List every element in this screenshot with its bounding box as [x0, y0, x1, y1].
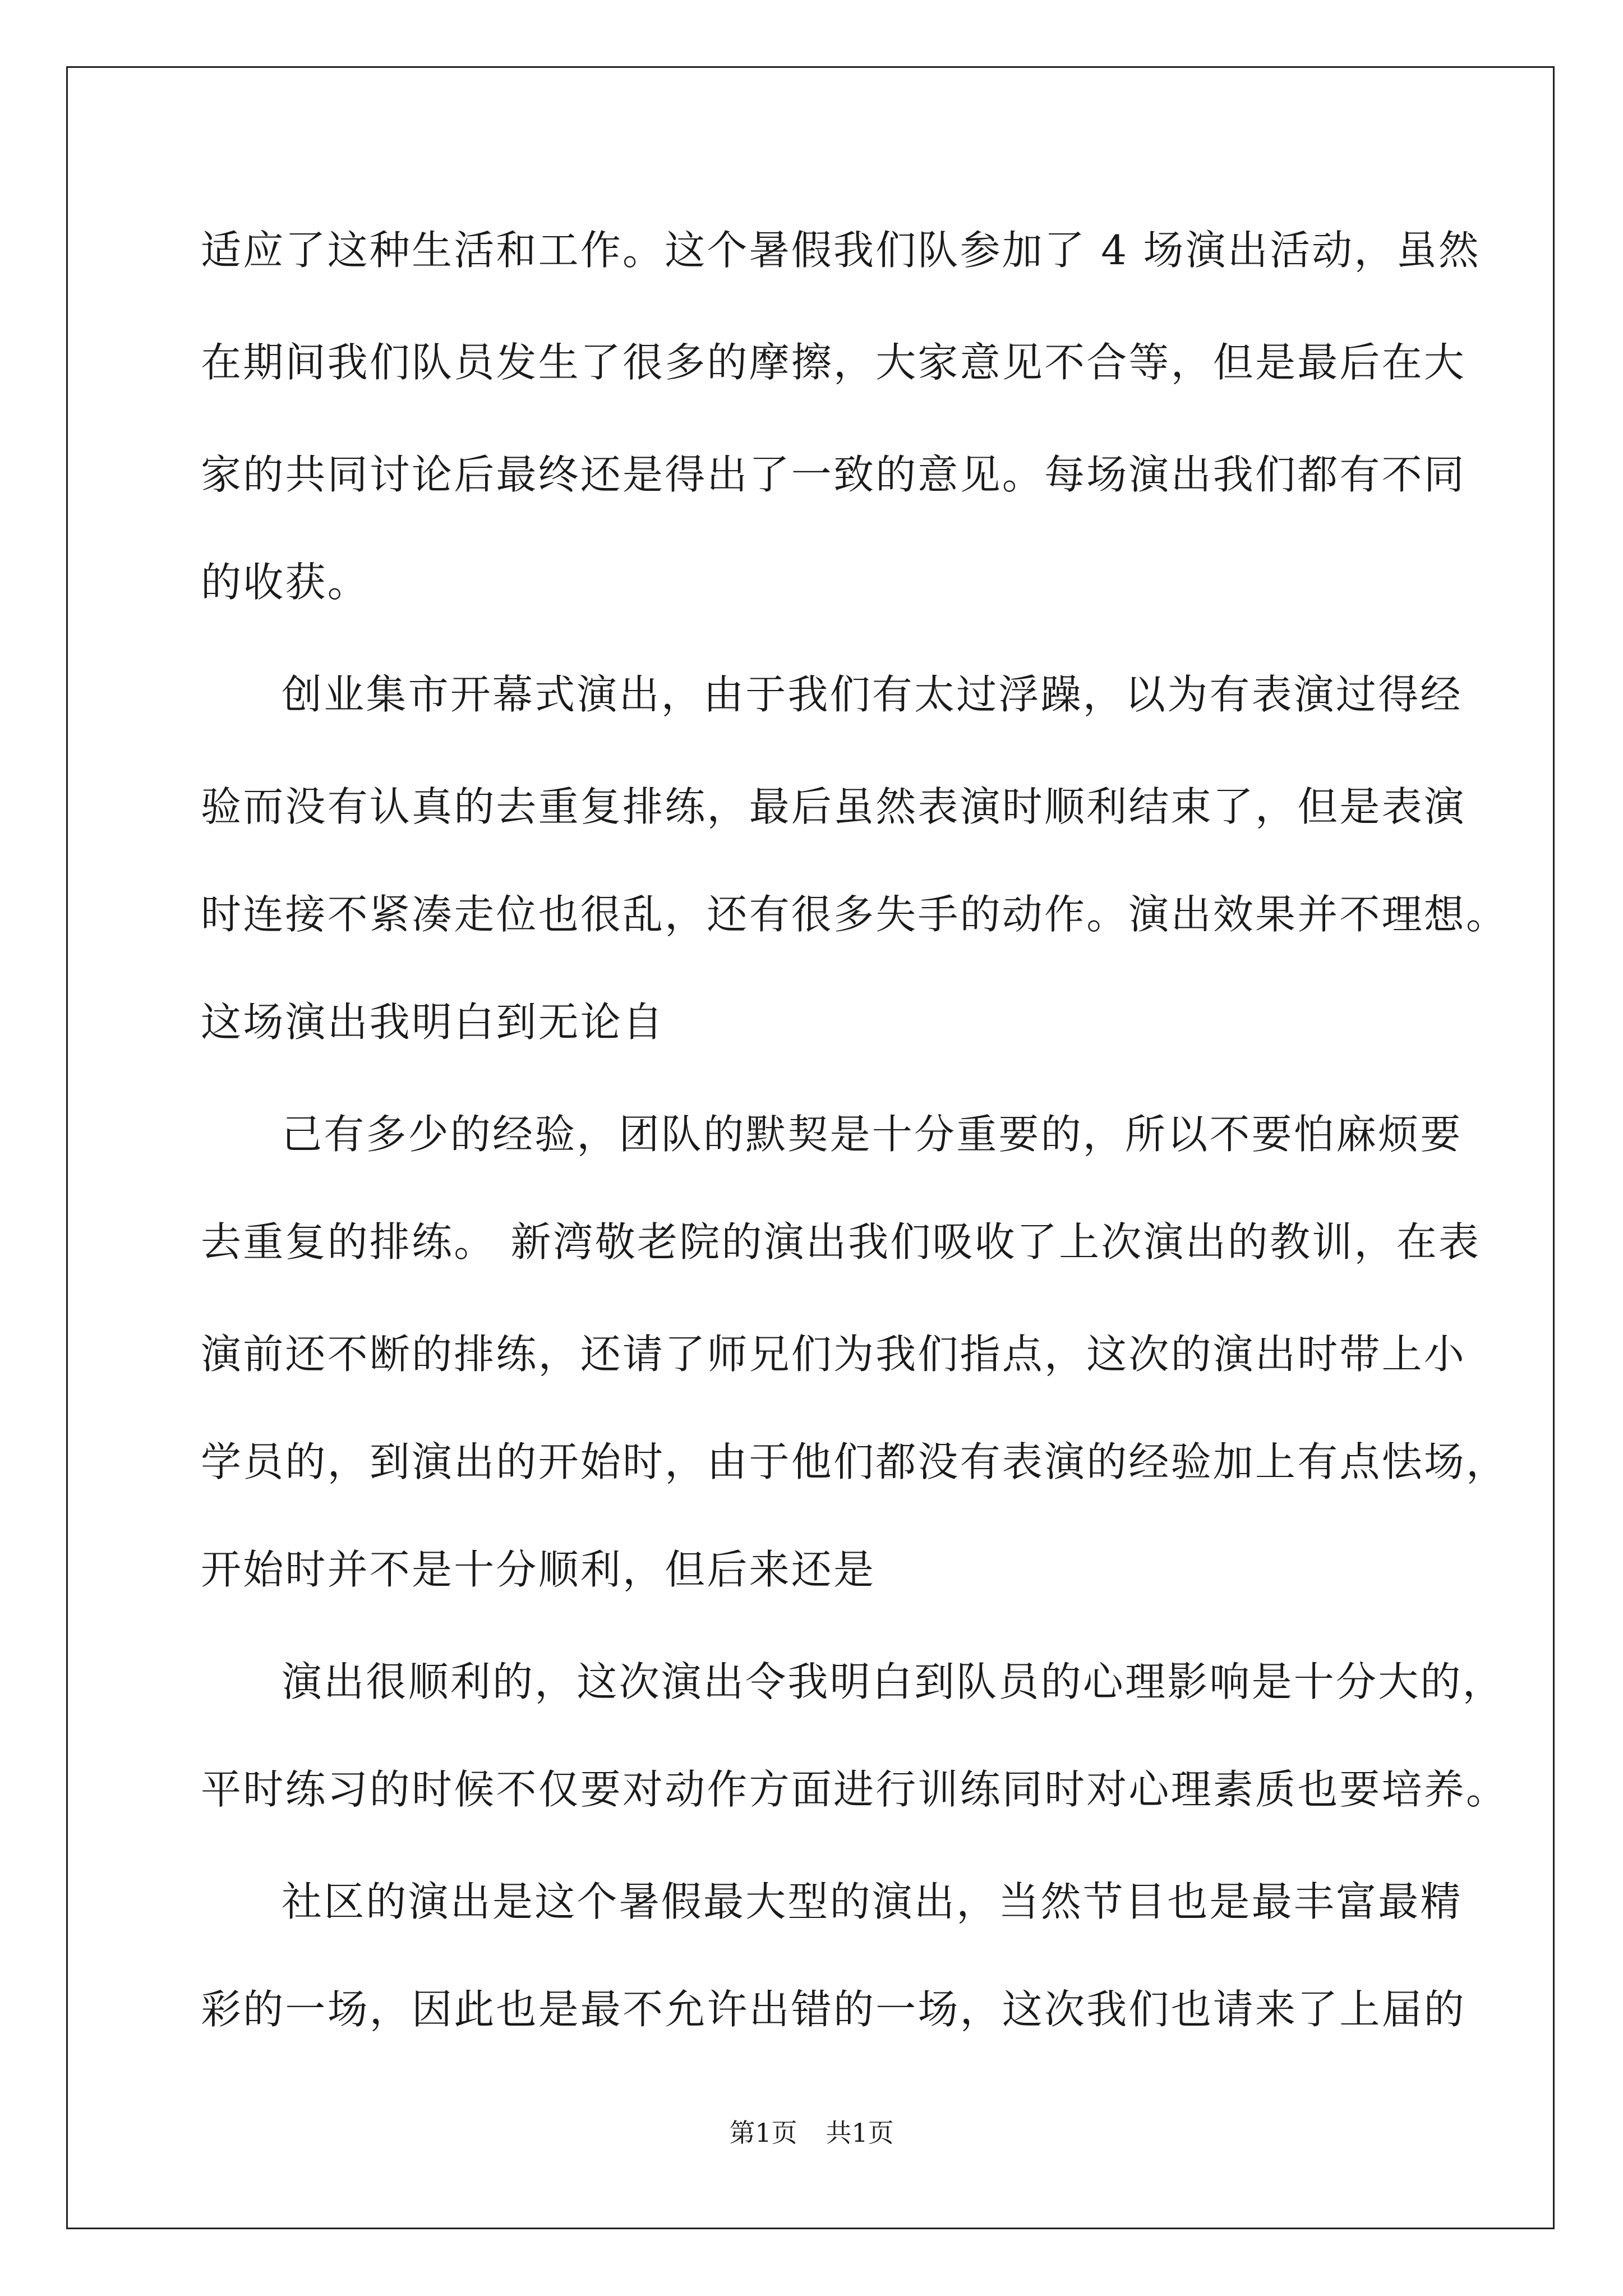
- text-line: 时连接不紧凑走位也很乱，还有很多失手的动作。演出效果并不理想。: [201, 891, 1509, 938]
- text-line: 在期间我们队员发生了很多的摩擦，大家意见不合等，但是最后在大: [201, 339, 1467, 386]
- text-line: 社区的演出是这个暑假最大型的演出，当然节目也是最丰富最精: [282, 1878, 1463, 1925]
- text-line: 验而没有认真的去重复排练，最后虽然表演时顺利结束了，但是表演: [201, 783, 1467, 830]
- text-line: 家的共同讨论后最终还是得出了一致的意见。每场演出我们都有不同: [201, 451, 1467, 498]
- text-line: 去重复的排练。 新湾敬老院的演出我们吸收了上次演出的教训，在表: [201, 1218, 1481, 1266]
- text-line: 彩的一场，因此也是最不允许出错的一场，这次我们也请来了上届的: [201, 1986, 1467, 2033]
- text-line: 己有多少的经验，团队的默契是十分重要的，所以不要怕麻烦要: [282, 1111, 1463, 1158]
- text-line: 的收获。: [201, 559, 370, 606]
- text-line: 平时练习的时候不仅要对动作方面进行训练同时对心理素质也要培养。: [201, 1766, 1509, 1813]
- text-line: 这场演出我明白到无论自: [201, 999, 665, 1046]
- page-total: 共1页: [826, 2118, 894, 2148]
- text-line: 演出很顺利的，这次演出令我明白到队员的心理影响是十分大的，: [282, 1658, 1505, 1705]
- text-line: 适应了这种生活和工作。这个暑假我们队参加了 4 场演出活动，虽然: [201, 227, 1481, 274]
- text-line: 开始时并不是十分顺利，但后来还是: [201, 1546, 876, 1593]
- text-line: 学员的，到演出的开始时，由于他们都没有表演的经验加上有点怯场，: [201, 1438, 1509, 1485]
- text-line: 演前还不断的排练，还请了师兄们为我们指点，这次的演出时带上小: [201, 1331, 1467, 1378]
- page-number: 第1页: [729, 2118, 797, 2148]
- text-line: 创业集市开幕式演出，由于我们有太过浮躁，以为有表演过得经: [282, 671, 1463, 718]
- page-footer: [0, 2116, 1623, 2150]
